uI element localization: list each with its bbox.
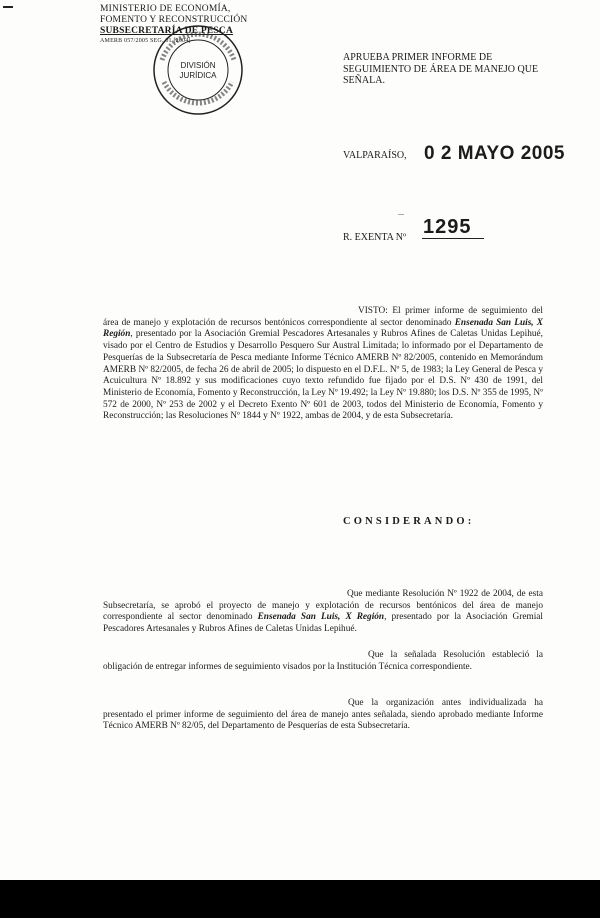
considerando-paragraph-2 xyxy=(103,650,543,673)
considerando-paragraph-3 xyxy=(103,698,543,733)
stamp-text-bottom: JURÍDICA xyxy=(179,71,217,80)
letterhead-reference: AMERB 057/2005 SEG. 01 [2004] xyxy=(100,38,191,44)
stamp-text-top: DIVISIÓN xyxy=(180,61,216,70)
date-stamp: 0 2 MAYO 2005 xyxy=(424,143,565,164)
considerando-1-lead: Que mediante Resolución Nº 1922 de 2004, xyxy=(347,589,514,599)
considerando-3-text: presentado el primer informe de seguimiento del área de manejo antes señalada, siendo aprobado mediante Informe Técnico AMERB Nº 82/05, del Departamento de Pesquerías de esta Subsecretaría. xyxy=(103,709,543,732)
letterhead-ministry: MINISTERIO DE ECONOMÍA, xyxy=(100,4,231,14)
considerando-1-sector: Ensenada San Luis, X Región xyxy=(257,612,385,623)
considerando-2-text: obligación de entregar informes de seguimiento visados por la Institución Técnica correspondiente. xyxy=(103,661,473,672)
resolution-label: R. EXENTA Nº xyxy=(343,232,407,243)
resolution-dots: ... xyxy=(398,208,404,217)
visto-text-a: área de manejo y explotación de recursos bentónicos correspondiente al sector denominado xyxy=(103,317,452,328)
scan-mark xyxy=(3,6,13,8)
official-seal-stamp xyxy=(148,20,248,120)
considerando-3-lead: Que la organización antes individualizada ha xyxy=(348,698,543,708)
letterhead-subsecretaria: SUBSECRETARÍA DE PESCA xyxy=(100,26,234,36)
considerando-heading: CONSIDERANDO: xyxy=(343,516,475,527)
considerando-1-text-a: de esta Subsecretaría, se aprobó el proyecto de manejo y explotación de recursos bentónicos del área de manejo correspondiente al sector denominado xyxy=(103,589,543,623)
visto-paragraph xyxy=(103,306,543,423)
scan-bottom-border xyxy=(0,880,600,918)
considerando-1-text-b: , presentado por la Asociación Gremial Pescadores Artesanales y Rubros Afines de Caletas Unidas Lepihué. xyxy=(103,612,543,635)
resolution-number: 1295 xyxy=(423,216,472,238)
letterhead-ministry-2: FOMENTO Y RECONSTRUCCIÓN xyxy=(100,15,248,25)
considerando-paragraph-1 xyxy=(103,589,543,636)
resolution-underline xyxy=(422,238,484,239)
considerando-2-lead: Que la señalada Resolución estableció la xyxy=(368,650,543,660)
visto-text-b: , presentado por la Asociación Gremial Pescadores Artesanales y Rubros Afines de Caletas Unidas Lepihué, visado por el Centro de Estudios y Desarrollo Pesquero Sur Austral Limitada; lo informado por el Departamento de Pesquerías de la Subsecretaría de Pesca mediante Informe Técnico AMERB Nº 82/2005, contenido en Memorándum AMERB Nº 82/2005, de fecha 26 de abril de 2005; lo dispuesto en el D.F.L. Nº 5, de 1983; la Ley General de Pesca y Acuicultura Nº 18.892 y sus modificaciones cuyo texto refundido fue fijado por el D.S. Nº 430 de 1991, del Ministerio de Economía, Fomento y Reconstrucción, la Ley Nº 19.492; la Ley Nº 19.880; los D.S. Nº 355 de 1995, Nº 572 de 2000, Nº 253 de 2002 y el Decreto Exento Nº 601 de 2003, todos del Ministerio de Economía, Fomento y Reconstrucción; las Resoluciones Nº 1844 y Nº 1922, ambas de 2004, y de esta Subsecretaría. xyxy=(103,329,543,422)
visto-sector-name: Ensenada San Luis, X Región xyxy=(103,317,543,340)
place-label: VALPARAÍSO, xyxy=(343,150,407,161)
visto-lead: VISTO: El primer informe de seguimiento del xyxy=(358,306,543,316)
document-subject: APRUEBA PRIMER INFORME DE SEGUIMIENTO DE ÁREA DE MANEJO QUE SEÑALA. xyxy=(343,52,539,86)
